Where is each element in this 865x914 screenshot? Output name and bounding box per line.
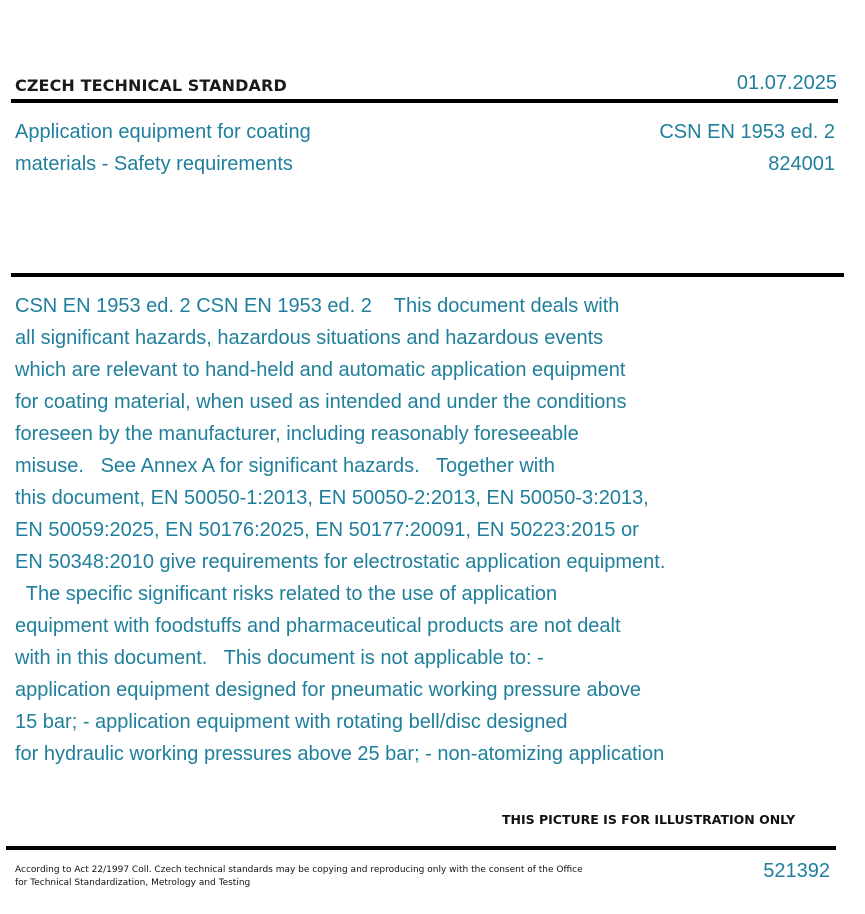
footer-rule xyxy=(6,846,836,850)
abstract-line: foreseen by the manufacturer, including reasonably foreseeable xyxy=(15,423,579,445)
abstract-line: equipment with foodstuffs and pharmaceutical products are not dealt xyxy=(15,615,621,637)
title-rule xyxy=(11,273,844,277)
document-title xyxy=(15,116,375,180)
legal-notice-line-1: According to Act 22/1997 Coll. Czech technical standards may be copying and reproducing only with the consent of the Office xyxy=(15,865,583,875)
header-rule xyxy=(11,99,838,103)
abstract-line: for coating material, when used as intended and under the conditions xyxy=(15,391,627,413)
abstract-line: misuse. See Annex A for significant hazards. Together with xyxy=(15,455,555,477)
standard-designation: CSN EN 1953 ed. 2 xyxy=(659,121,835,143)
legal-notice xyxy=(15,864,583,890)
standard-type-heading: CZECH TECHNICAL STANDARD xyxy=(15,76,287,95)
abstract-line: which are relevant to hand-held and automatic application equipment xyxy=(15,359,626,381)
abstract-line: for hydraulic working pressures above 25 bar; - non-atomizing application xyxy=(15,743,665,765)
publication-date: 01.07.2025 xyxy=(736,72,837,94)
abstract-line: this document, EN 50050-1:2013, EN 50050-2:2013, EN 50050-3:2013, xyxy=(15,487,649,509)
document-codes xyxy=(659,116,835,180)
abstract-line: EN 50348:2010 give requirements for electrostatic application equipment. xyxy=(15,551,666,573)
abstract-line: 15 bar; - application equipment with rotating bell/disc designed xyxy=(15,711,568,733)
illustration-disclaimer: THIS PICTURE IS FOR ILLUSTRATION ONLY xyxy=(502,812,796,827)
abstract-line: The specific significant risks related to the use of application xyxy=(15,583,558,605)
abstract-line: EN 50059:2025, EN 50176:2025, EN 50177:20091, EN 50223:2015 or xyxy=(15,519,639,541)
abstract-line: CSN EN 1953 ed. 2 CSN EN 1953 ed. 2 This document deals with xyxy=(15,295,620,317)
catalog-number: 521392 xyxy=(763,860,830,882)
document-title-line-1: Application equipment for coating xyxy=(15,121,311,143)
document-title-line-2: materials - Safety requirements xyxy=(15,153,293,175)
abstract-text xyxy=(15,290,665,770)
legal-notice-line-2: for Technical Standardization, Metrology and Testing xyxy=(15,878,251,888)
abstract-line: application equipment designed for pneumatic working pressure above xyxy=(15,679,641,701)
abstract-line: all significant hazards, hazardous situations and hazardous events xyxy=(15,327,604,349)
classification-code: 824001 xyxy=(768,153,835,175)
abstract-line: with in this document. This document is not applicable to: - xyxy=(15,647,544,669)
